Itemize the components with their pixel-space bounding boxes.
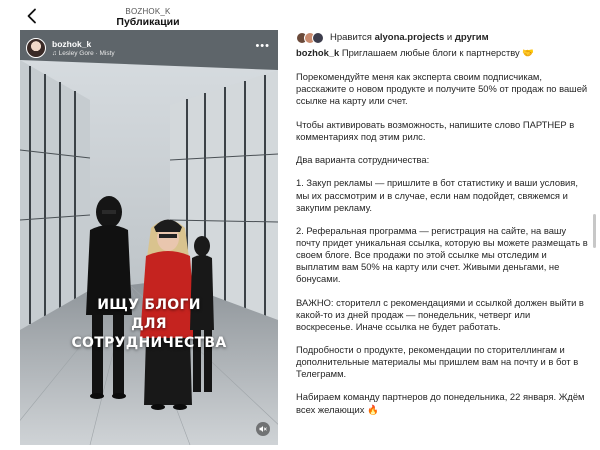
reel-frame-image	[20, 30, 278, 445]
caption-paragraph: Два варианта сотрудничества:	[296, 154, 430, 166]
caption-paragraph: 2. Реферальная программа — регистрация на сайте, на вашу почту придет уникальная ссылка, которую вы можете размещать в своем блоге. Все продажи по этой ссылке мы отследим и выплатим вам 50% на карту или счет. Живыми деньгами, не бонусами.	[296, 224, 588, 285]
likes-joiner: и	[446, 32, 453, 43]
liker-username[interactable]: alyona.projects	[374, 32, 445, 43]
caption-paragraph-last	[296, 391, 588, 416]
top-bar	[0, 0, 600, 30]
reel-author-username[interactable]: bozhok_k	[52, 39, 92, 49]
back-button[interactable]	[24, 8, 40, 24]
overlay-line-1: ИЩУ БЛОГИ	[97, 297, 201, 313]
likes-summary	[296, 32, 586, 46]
post-caption	[296, 47, 588, 428]
caption-paragraph: Порекомендуйте меня как эксперта своим подписчикам, расскажите о новом продукте и получите 50% от продаж по вашей ссылке на карту или счет.	[296, 71, 588, 107]
likes-prefix: Нравится	[330, 32, 372, 43]
reel-header	[26, 38, 272, 62]
sound-off-icon	[259, 425, 267, 433]
caption-paragraph: Чтобы активировать возможность, напишите слово ПАРТНЕР в комментариях под этим рилс.	[296, 118, 575, 142]
reel-author-avatar[interactable]	[26, 38, 46, 58]
caption-paragraph: 1. Закуп рекламы — пришлите в бот статистику и ваши условия, мы их рассмотрим и в случае, если нам подойдет, свяжемся и закупим рекламу.	[296, 177, 578, 213]
caption-intro	[296, 47, 588, 60]
reel-overlay-text	[64, 296, 234, 353]
fire-emoji: 🔥	[367, 404, 379, 416]
caption-intro-text: Приглашаем любые блоги к партнерству	[341, 47, 520, 58]
page-title: Публикации	[116, 16, 180, 28]
overlay-line-2: ДЛЯ СОТРУДНИЧЕСТВА	[71, 316, 227, 351]
caption-closing-text: Набираем команду партнеров до понедельника, 22 января. Ждём всех желающих	[296, 391, 585, 415]
caption-paragraph: ВАЖНО: сторителл с рекомендациями и ссылкой должен выйти в какой-то из дней продаж — понедельник, четверг или воскресенье. Иначе ссылка не будет работать.	[296, 296, 584, 332]
reel-audio-label[interactable]: ♫ Lesley Gore · Misty	[52, 50, 115, 57]
caption-author-username[interactable]: bozhok_k	[296, 47, 340, 58]
likes-others-link[interactable]: другим	[454, 32, 489, 43]
sound-toggle-button[interactable]	[256, 422, 270, 436]
caption-scrollbar[interactable]	[593, 214, 596, 248]
likes-text	[330, 32, 489, 43]
liker-avatar	[312, 32, 324, 44]
more-dots-icon[interactable]: •••	[255, 40, 270, 52]
profile-owner[interactable]: BOZHOK_K	[125, 7, 171, 16]
handshake-emoji: 🤝	[522, 48, 535, 59]
reel-video[interactable]	[20, 30, 278, 445]
caption-paragraph: Подробности о продукте, рекомендации по сторителлингам и дополнительные материалы мы пришлем вам на почту и в бот в Телеграмм.	[296, 344, 579, 380]
chevron-left-icon	[24, 8, 40, 24]
